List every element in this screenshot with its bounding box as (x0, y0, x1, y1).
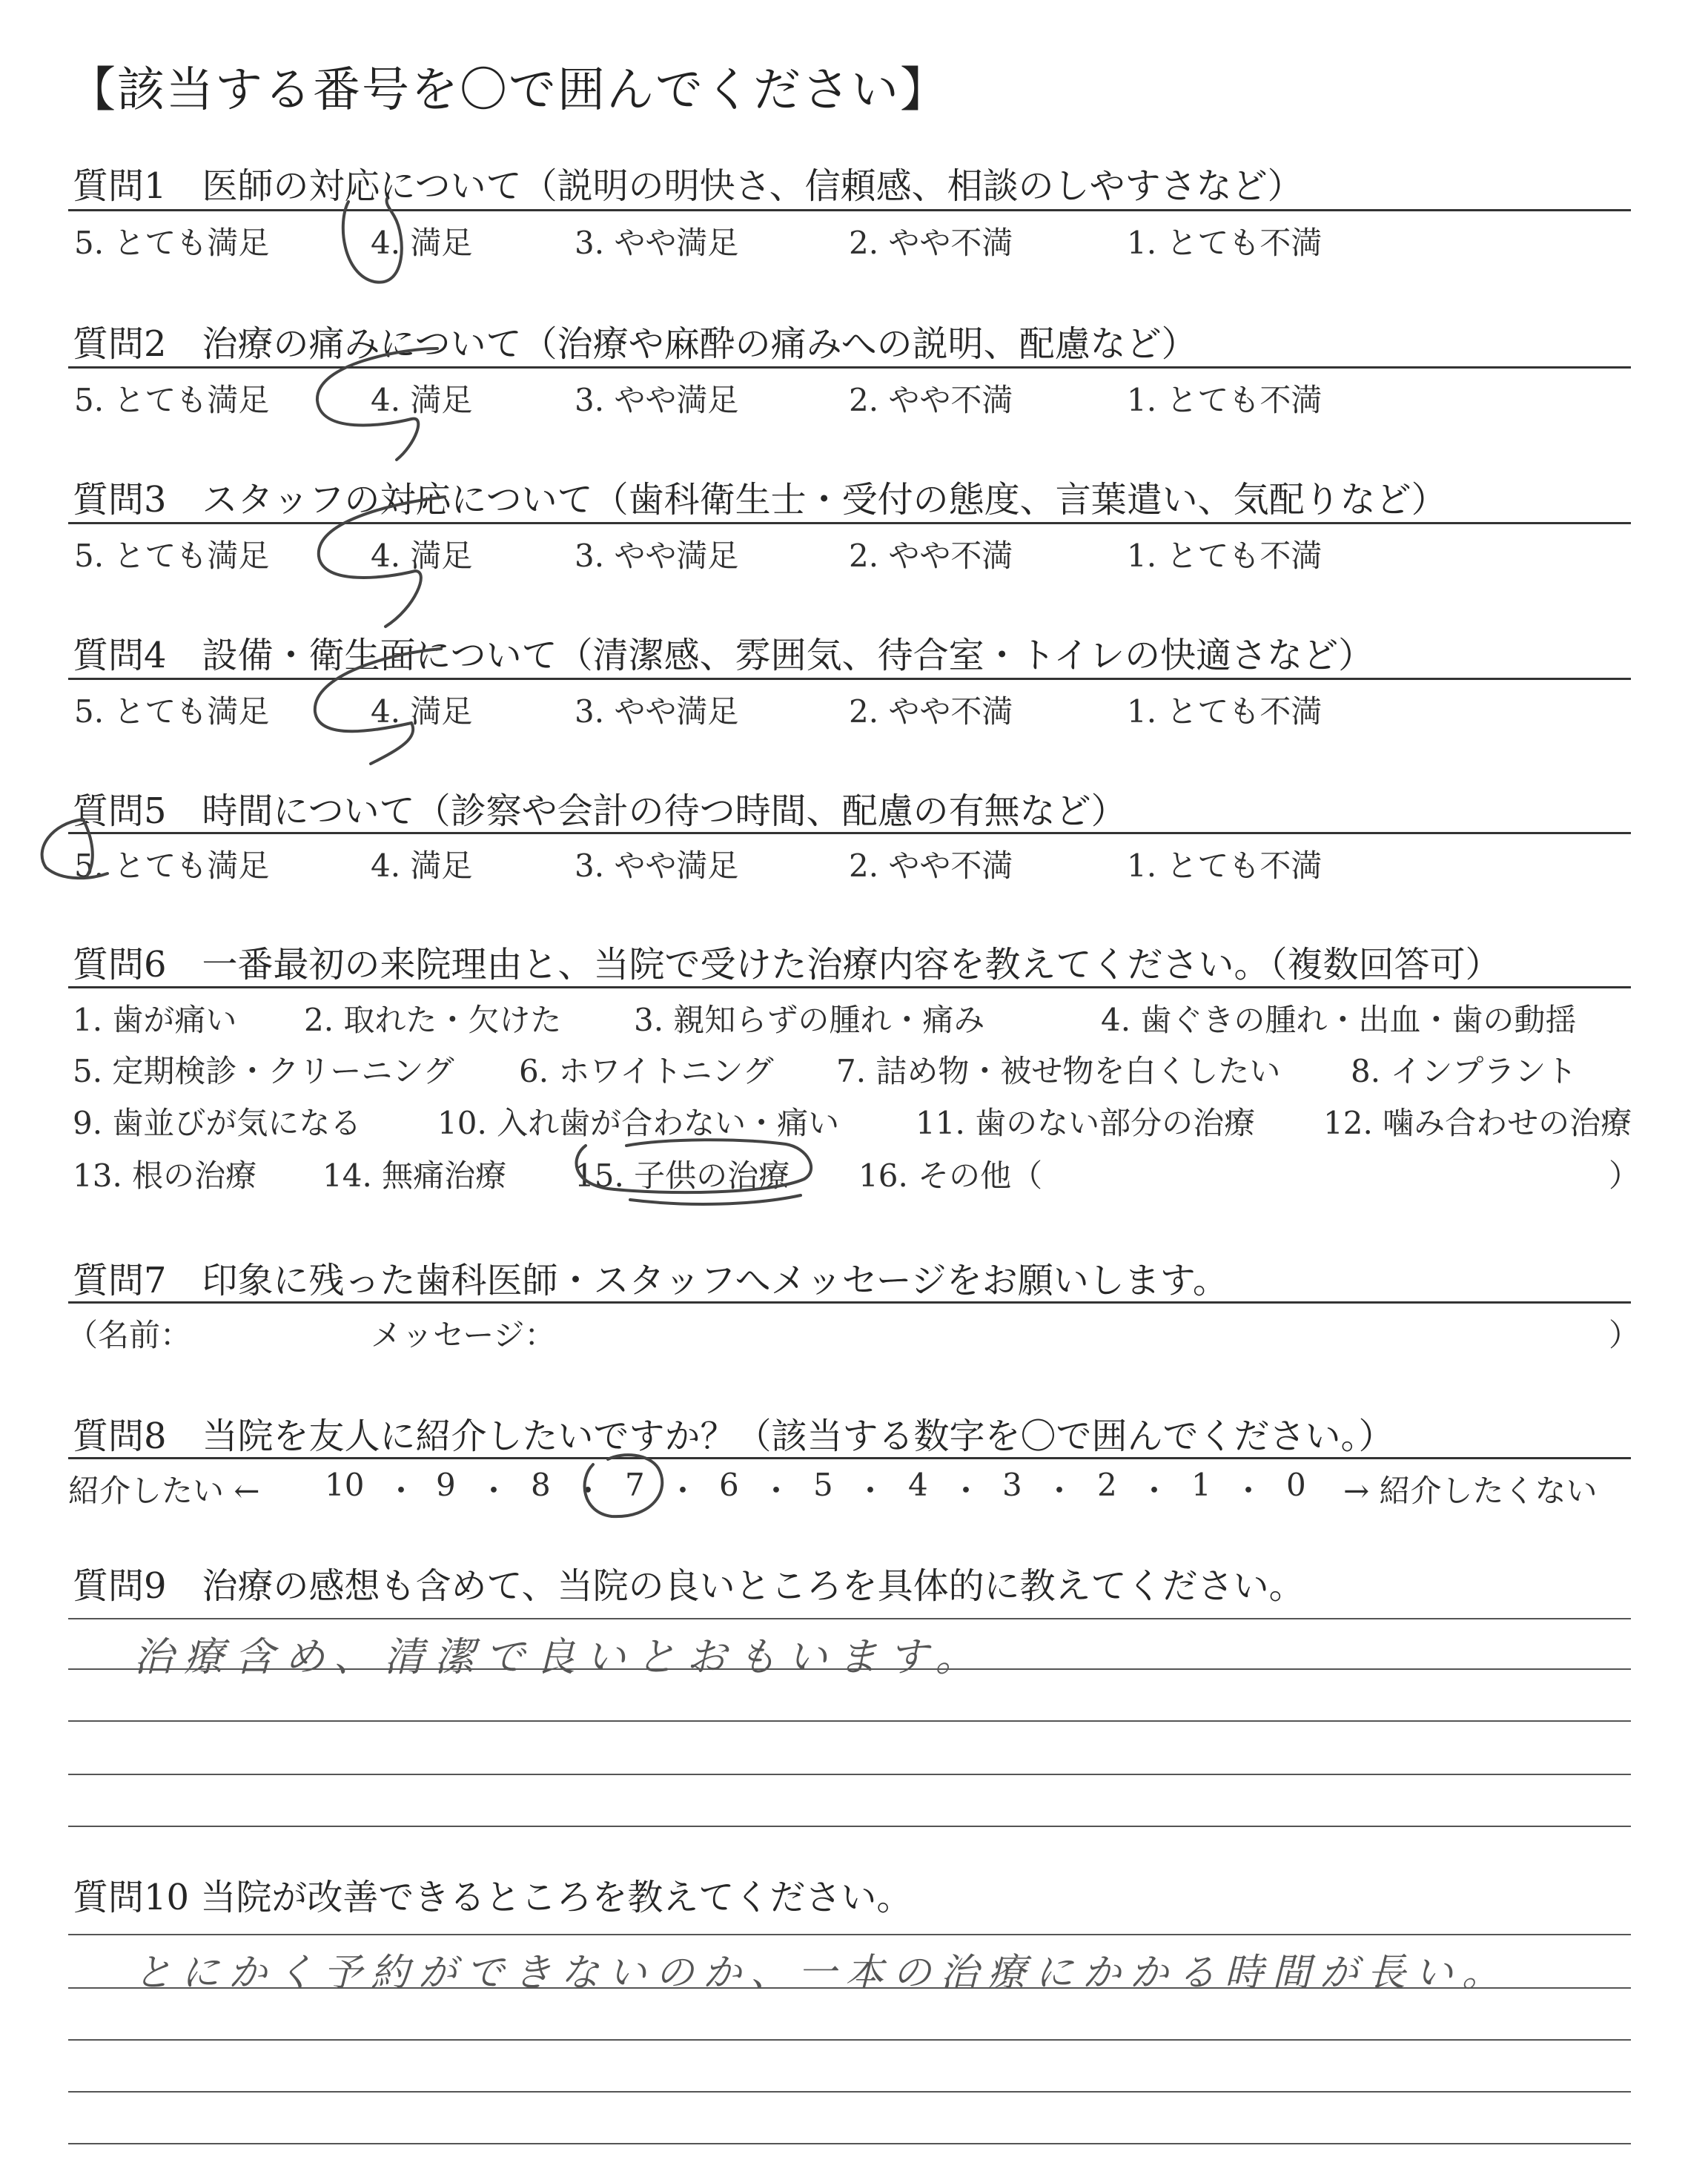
q1-option-5[interactable]: 5. とても満足 (74, 225, 270, 261)
q8-dot: ・ (1233, 1473, 1265, 1509)
writing-line (68, 2143, 1631, 2144)
q5-option-1[interactable]: 1. とても不満 (1127, 848, 1323, 884)
q7-name-label: （名前： (67, 1317, 192, 1353)
q6-underline (630, 1195, 801, 1204)
q5-option-3[interactable]: 3. やや満足 (575, 848, 739, 884)
question-6: 質問6 一番最初の来院理由と、当院で受けた治療内容を教えてください。（複数回答可） (73, 944, 1501, 985)
q2-option-5[interactable]: 5. とても満足 (74, 382, 270, 418)
q6-other-close: ） (1609, 1157, 1641, 1194)
divider (68, 678, 1631, 680)
q6-option[interactable]: 6. ホワイトニング (519, 1053, 774, 1089)
q6-option[interactable]: 10. 入れ歯が合わない・痛い (437, 1105, 840, 1141)
q5-option-4[interactable]: 4. 満足 (371, 848, 473, 884)
q5-option-2[interactable]: 2. やや不満 (849, 848, 1013, 884)
q8-dot: ・ (385, 1473, 417, 1509)
divider (68, 522, 1631, 524)
q8-score-10[interactable]: 10 (325, 1467, 365, 1503)
q3-option-4[interactable]: 4. 満足 (371, 538, 473, 574)
q8-dot: ・ (1139, 1473, 1171, 1509)
q8-dot: ・ (855, 1473, 887, 1509)
q8-score-0[interactable]: 0 (1286, 1467, 1306, 1503)
question-1: 質問1 医師の対応について（説明の明快さ、信頼感、相談のしやすさなど） (73, 165, 1303, 207)
q6-option[interactable]: 5. 定期検診・クリーニング (73, 1053, 454, 1089)
question-2: 質問2 治療の痛みについて（治療や麻酔の痛みへの説明、配慮など） (73, 323, 1197, 365)
q8-score-4[interactable]: 4 (908, 1467, 928, 1503)
q2-option-2[interactable]: 2. やや不満 (849, 382, 1013, 418)
question-3: 質問3 スタッフの対応について（歯科衛生士・受付の態度、言葉遣い、気配りなど） (73, 479, 1447, 521)
q2-option-1[interactable]: 1. とても不満 (1127, 382, 1323, 418)
q2-option-3[interactable]: 3. やや満足 (575, 382, 739, 418)
q8-score-6[interactable]: 6 (719, 1467, 739, 1503)
q3-option-5[interactable]: 5. とても満足 (74, 538, 270, 574)
q8-score-3[interactable]: 3 (1002, 1467, 1022, 1503)
q6-option[interactable]: 11. 歯のない部分の治療 (916, 1105, 1256, 1141)
q1-option-4[interactable]: 4. 満足 (371, 225, 473, 261)
q6-option[interactable]: 14. 無痛治療 (322, 1157, 507, 1194)
q8-dot: ・ (761, 1473, 792, 1509)
q6-option[interactable]: 2. 取れた・欠けた (304, 1002, 562, 1038)
q3-option-1[interactable]: 1. とても不満 (1127, 538, 1323, 574)
q8-right-label: → 紹介したくない (1343, 1473, 1598, 1509)
q6-option[interactable]: 12. 噛み合わせの治療 (1323, 1105, 1632, 1141)
q8-score-5[interactable]: 5 (813, 1467, 833, 1503)
writing-line (68, 1826, 1631, 1827)
q6-option[interactable]: 4. 歯ぐきの腫れ・出血・歯の動揺 (1101, 1002, 1577, 1038)
writing-line (68, 1934, 1631, 1935)
question-7: 質問7 印象に残った歯科医師・スタッフへメッセージをお願いします。 (73, 1260, 1228, 1301)
q8-score-7[interactable]: 7 (625, 1467, 645, 1503)
writing-line (68, 1720, 1631, 1722)
divider (68, 366, 1631, 369)
writing-line (68, 1618, 1631, 1619)
q6-option[interactable]: 9. 歯並びが気になる (73, 1105, 362, 1141)
q4-option-2[interactable]: 2. やや不満 (849, 693, 1013, 730)
divider (68, 1457, 1631, 1459)
q4-option-4[interactable]: 4. 満足 (371, 693, 473, 730)
q6-option[interactable]: 1. 歯が痛い (73, 1002, 237, 1038)
q6-option[interactable]: 16. その他（ (858, 1157, 1043, 1194)
q6-option[interactable]: 13. 根の治療 (73, 1157, 257, 1194)
q8-dot: ・ (667, 1473, 699, 1509)
q6-option[interactable]: 8. インプラント (1351, 1053, 1578, 1089)
q10-handwritten-answer[interactable]: とにかく予約ができないのか、一本の治療にかかる時間が長い。 (133, 1951, 1510, 1995)
q8-dot: ・ (1044, 1473, 1076, 1509)
question-5: 質問5 時間について（診察や会計の待つ時間、配慮の有無など） (73, 790, 1127, 832)
q8-score-2[interactable]: 2 (1097, 1467, 1117, 1503)
q4-option-5[interactable]: 5. とても満足 (74, 693, 270, 730)
q7-message-label: メッセージ： (371, 1317, 556, 1353)
q8-left-label: 紹介したい ← (68, 1473, 260, 1509)
q3-option-2[interactable]: 2. やや不満 (849, 538, 1013, 574)
writing-line (68, 1774, 1631, 1775)
question-4: 質問4 設備・衛生面について（清潔感、雰囲気、待合室・トイレの快適さなど） (73, 635, 1374, 676)
divider (68, 986, 1631, 988)
writing-line (68, 2091, 1631, 2093)
form-title: 【該当する番号を〇で囲んでください】 (68, 63, 949, 118)
q8-dot: ・ (572, 1473, 604, 1509)
q8-dot: ・ (478, 1473, 510, 1509)
q1-option-2[interactable]: 2. やや不満 (849, 225, 1013, 261)
q9-handwritten-answer[interactable]: 治療含め、清潔で良いとおもいます。 (133, 1634, 986, 1680)
question-9: 質問9 治療の感想も含めて、当院の良いところを具体的に教えてください。 (73, 1565, 1305, 1607)
q8-dot: ・ (950, 1473, 982, 1509)
divider (68, 1301, 1631, 1304)
divider (68, 832, 1631, 834)
q3-option-3[interactable]: 3. やや満足 (575, 538, 739, 574)
q8-score-8[interactable]: 8 (531, 1467, 551, 1503)
writing-line (68, 2039, 1631, 2041)
q8-score-9[interactable]: 9 (436, 1467, 456, 1503)
q5-option-5[interactable]: 5. とても満足 (74, 848, 270, 884)
question-10: 質問10 当院が改善できるところを教えてください。 (73, 1877, 913, 1918)
q7-close: ） (1609, 1317, 1641, 1353)
question-8: 質問8 当院を友人に紹介したいですか？（該当する数字を〇で囲んでください。） (73, 1416, 1394, 1457)
q6-option[interactable]: 7. 詰め物・被せ物を白くしたい (836, 1053, 1281, 1089)
q8-score-1[interactable]: 1 (1191, 1467, 1211, 1503)
q1-option-3[interactable]: 3. やや満足 (575, 225, 739, 261)
q4-option-3[interactable]: 3. やや満足 (575, 693, 739, 730)
q4-option-1[interactable]: 1. とても不満 (1127, 693, 1323, 730)
q2-option-4[interactable]: 4. 満足 (371, 382, 473, 418)
q1-option-1[interactable]: 1. とても不満 (1127, 225, 1323, 261)
q6-option[interactable]: 3. 親知らずの腫れ・痛み (634, 1002, 985, 1038)
q6-option[interactable]: 15. 子供の治療 (575, 1157, 790, 1194)
divider (68, 209, 1631, 211)
